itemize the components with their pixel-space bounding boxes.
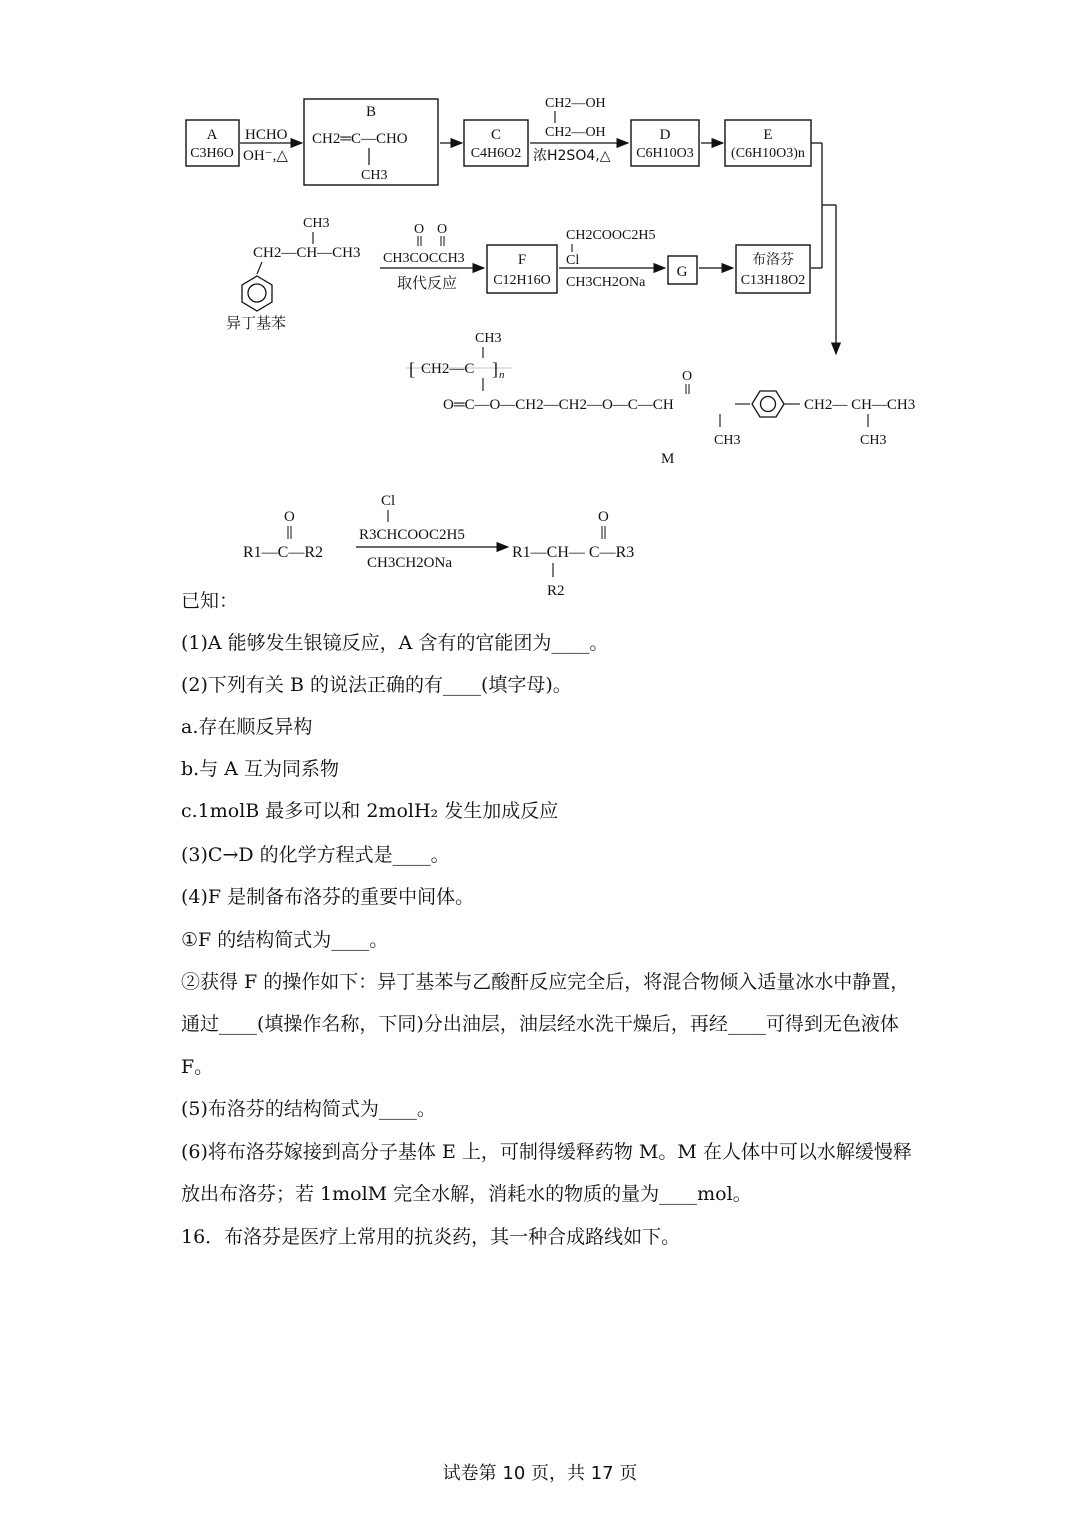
question-4: (4)F 是制备布洛芬的重要中间体。 [181, 886, 475, 908]
known-O-right: O [598, 509, 609, 525]
known-reagent-ester: R3CHCOOC2H5 [359, 527, 465, 543]
B-structure: CH2═C—CHO [312, 131, 408, 147]
known-ketone: R1—C—R2 [243, 544, 324, 561]
M-label: M [661, 451, 675, 467]
E-formula: (C6H10O3)n [731, 146, 805, 161]
known-Cl: Cl [381, 493, 396, 509]
reaction-type: 取代反应 [397, 274, 458, 292]
page-footer: 试卷第 10 页，共 17 页 [442, 1463, 638, 1484]
question-6-line1: (6)将布洛芬嫁接到高分子基体 E 上，可制得缓释药物 M。M 在人体中可以水解缓慢释 [181, 1141, 912, 1163]
M-bracket-right: ] [492, 359, 498, 379]
known-label: 已知： [181, 590, 239, 612]
E-label: E [763, 127, 773, 143]
question-6-line2: 放出布洛芬；若 1molM 完全水解，消耗水的物质的量为____mol。 [181, 1183, 752, 1205]
M-bracket-left: [ [409, 359, 415, 379]
M-methyl: CH3 [475, 331, 502, 346]
known-product: R1—CH— C—R3 [512, 544, 635, 561]
C-formula: C4H6O2 [470, 146, 522, 161]
question-3: (3)C→D 的化学方程式是____。 [181, 844, 450, 866]
reagent-base: OH⁻,△ [243, 148, 288, 164]
known-O-left: O [284, 509, 295, 525]
known-product-R2: R2 [547, 583, 565, 599]
M-backbone: CH2—C [421, 361, 475, 377]
D-label: D [659, 127, 671, 143]
anhydride-O1: O [414, 222, 425, 237]
ibuprofen-label: 布洛芬 [752, 252, 794, 268]
reagent-glycol-1: CH2—OH [545, 96, 606, 111]
reagent-acid: 浓H2SO4,△ [533, 148, 611, 164]
benzene-ring [242, 276, 272, 311]
A-formula: C3H6O [190, 146, 234, 161]
F-formula: C12H16O [493, 273, 551, 288]
anhydride-O2: O [437, 222, 448, 237]
isobutyl-chain: CH2—CH—CH3 [253, 245, 361, 261]
M-ester-chain: O═C—O—CH2—CH2—O—C—CH [443, 397, 674, 413]
reagent-chloroester: CH2COOC2H5 [566, 228, 656, 243]
A-label: A [206, 127, 218, 143]
M-subscript: n [499, 369, 505, 381]
reagent-hcho: HCHO [245, 127, 288, 143]
M-benzene-ring [752, 391, 784, 417]
reagent-anhydride: CH3COCCH3 [383, 251, 465, 266]
M-terminal-methyl: CH3 [860, 433, 887, 448]
question-4-2-line2: 通过____(填操作名称，下同)分出油层，油层经水洗干燥后，再经____可得到无色液体 [181, 1013, 899, 1035]
synthesis-scheme [0, 0, 1080, 620]
F-label: F [517, 252, 527, 268]
isobutylbenzene-name: 异丁基苯 [226, 314, 287, 332]
question-4-2-line1: ②获得 F 的操作如下：异丁基苯与乙酸酐反应完全后，将混合物倾入适量冰水中静置， [181, 971, 910, 993]
question-5: (5)布洛芬的结构简式为____。 [181, 1098, 436, 1120]
B-label: B [365, 104, 377, 120]
G-label: G [676, 264, 688, 280]
ibuprofen-formula: C13H18O2 [740, 273, 806, 288]
isobutyl-branch: CH3 [303, 216, 330, 231]
known-reagent-base: CH3CH2ONa [367, 555, 452, 571]
question-1: (1)A 能够发生银镜反应，A 含有的官能团为____。 [181, 632, 609, 654]
reagent-glycol-2: CH2—OH [545, 125, 606, 140]
reagent-chloro: Cl [566, 253, 580, 268]
question-16-intro: 16．布洛芬是医疗上常用的抗炎药，其一种合成路线如下。 [181, 1226, 681, 1248]
reagent-ethoxide: CH3CH2ONa [566, 275, 646, 290]
M-alpha-methyl: CH3 [714, 433, 741, 448]
D-formula: C6H10O3 [636, 146, 694, 161]
option-c: c.1molB 最多可以和 2molH₂ 发生加成反应 [181, 800, 559, 822]
C-label: C [490, 127, 502, 143]
M-carbonyl-O: O [682, 369, 693, 384]
question-2: (2)下列有关 B 的说法正确的有____(填字母)。 [181, 674, 572, 696]
option-a: a.存在顺反异构 [181, 716, 313, 738]
option-b: b.与 A 互为同系物 [181, 758, 340, 780]
M-isobutyl: CH2— CH—CH3 [804, 397, 916, 413]
question-4-2-line3: F。 [181, 1056, 214, 1078]
B-methyl: CH3 [361, 168, 388, 183]
question-4-1: ①F 的结构简式为____。 [181, 929, 389, 951]
